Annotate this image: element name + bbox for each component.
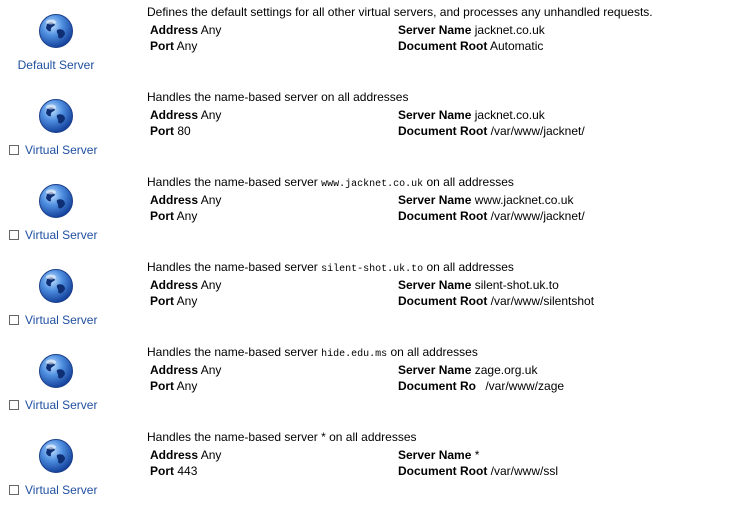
globe-icon[interactable] [38, 183, 74, 219]
port-field: Port 443 [150, 464, 198, 478]
virtual-server-entry [0, 425, 745, 510]
server-host: www.jacknet.co.uk [321, 179, 424, 190]
port-field: Port Any [150, 379, 198, 393]
port-field: Port Any [150, 294, 198, 308]
select-checkbox[interactable] [9, 315, 19, 325]
address-field: Address Any [150, 448, 222, 462]
server-name-field: Server Name jacknet.co.uk [398, 108, 545, 122]
virtual-server-entry [0, 340, 745, 425]
globe-icon[interactable] [38, 98, 74, 134]
virtual-server-link[interactable]: Virtual Server [25, 313, 98, 327]
address-field: Address Any [150, 108, 222, 122]
virtual-server-link[interactable]: Virtual Server [25, 398, 98, 412]
address-field: Address Any [150, 278, 222, 292]
document-root-field: Document Root /var/www/jacknet/ [398, 209, 585, 223]
document-root-field: Document Root /var/www/silentshot [398, 294, 595, 308]
default-server-entry [0, 0, 745, 85]
default-server-link[interactable]: Default Server [17, 58, 95, 72]
virtual-server-entry [0, 255, 745, 340]
document-root-field: Document Root /var/www/jacknet/ [398, 124, 585, 138]
server-description: Handles the name-based server silent-shot.uk.to on all addresses [147, 260, 514, 275]
globe-icon[interactable] [38, 438, 74, 474]
server-description: Handles the name-based server * on all addresses [147, 430, 417, 444]
port-field: Port 80 [150, 124, 191, 138]
address-field: Address Any [150, 23, 222, 37]
server-name-field: Server Name zage.org.uk [398, 363, 538, 377]
select-checkbox[interactable] [9, 230, 19, 240]
server-host: silent-shot.uk.to [321, 264, 424, 275]
server-host: hide.edu.ms [321, 349, 388, 360]
server-name-field: Server Name www.jacknet.co.uk [398, 193, 574, 207]
virtual-server-entry [0, 85, 745, 170]
address-field: Address Any [150, 193, 222, 207]
globe-icon[interactable] [38, 353, 74, 389]
port-field: Port Any [150, 209, 198, 223]
port-field: Port Any [150, 39, 198, 53]
select-checkbox[interactable] [9, 485, 19, 495]
server-host: * [321, 430, 326, 444]
globe-icon[interactable] [38, 268, 74, 304]
select-checkbox[interactable] [9, 145, 19, 155]
default-server-description: Defines the default settings for all other virtual servers, and processes any unhandled requests. [147, 5, 653, 19]
server-name-field: Server Name silent-shot.uk.to [398, 278, 559, 292]
server-description: Handles the name-based server www.jacknet.co.uk on all addresses [147, 175, 514, 190]
document-root-field: Document Root Automatic [398, 39, 544, 53]
document-root-field: Document Ro /var/www/zage [398, 379, 565, 393]
virtual-server-link[interactable]: Virtual Server [25, 143, 98, 157]
server-description: Handles the name-based server on all addresses [147, 90, 409, 104]
server-name-field: Server Name * [398, 448, 480, 462]
document-root-field: Document Root /var/www/ssl [398, 464, 559, 478]
virtual-server-entry [0, 170, 745, 255]
server-name-field: Server Name jacknet.co.uk [398, 23, 545, 37]
address-field: Address Any [150, 363, 222, 377]
server-description: Handles the name-based server hide.edu.ms on all addresses [147, 345, 478, 360]
virtual-server-link[interactable]: Virtual Server [25, 228, 98, 242]
select-checkbox[interactable] [9, 400, 19, 410]
globe-icon[interactable] [38, 13, 74, 49]
virtual-server-link[interactable]: Virtual Server [25, 483, 98, 497]
